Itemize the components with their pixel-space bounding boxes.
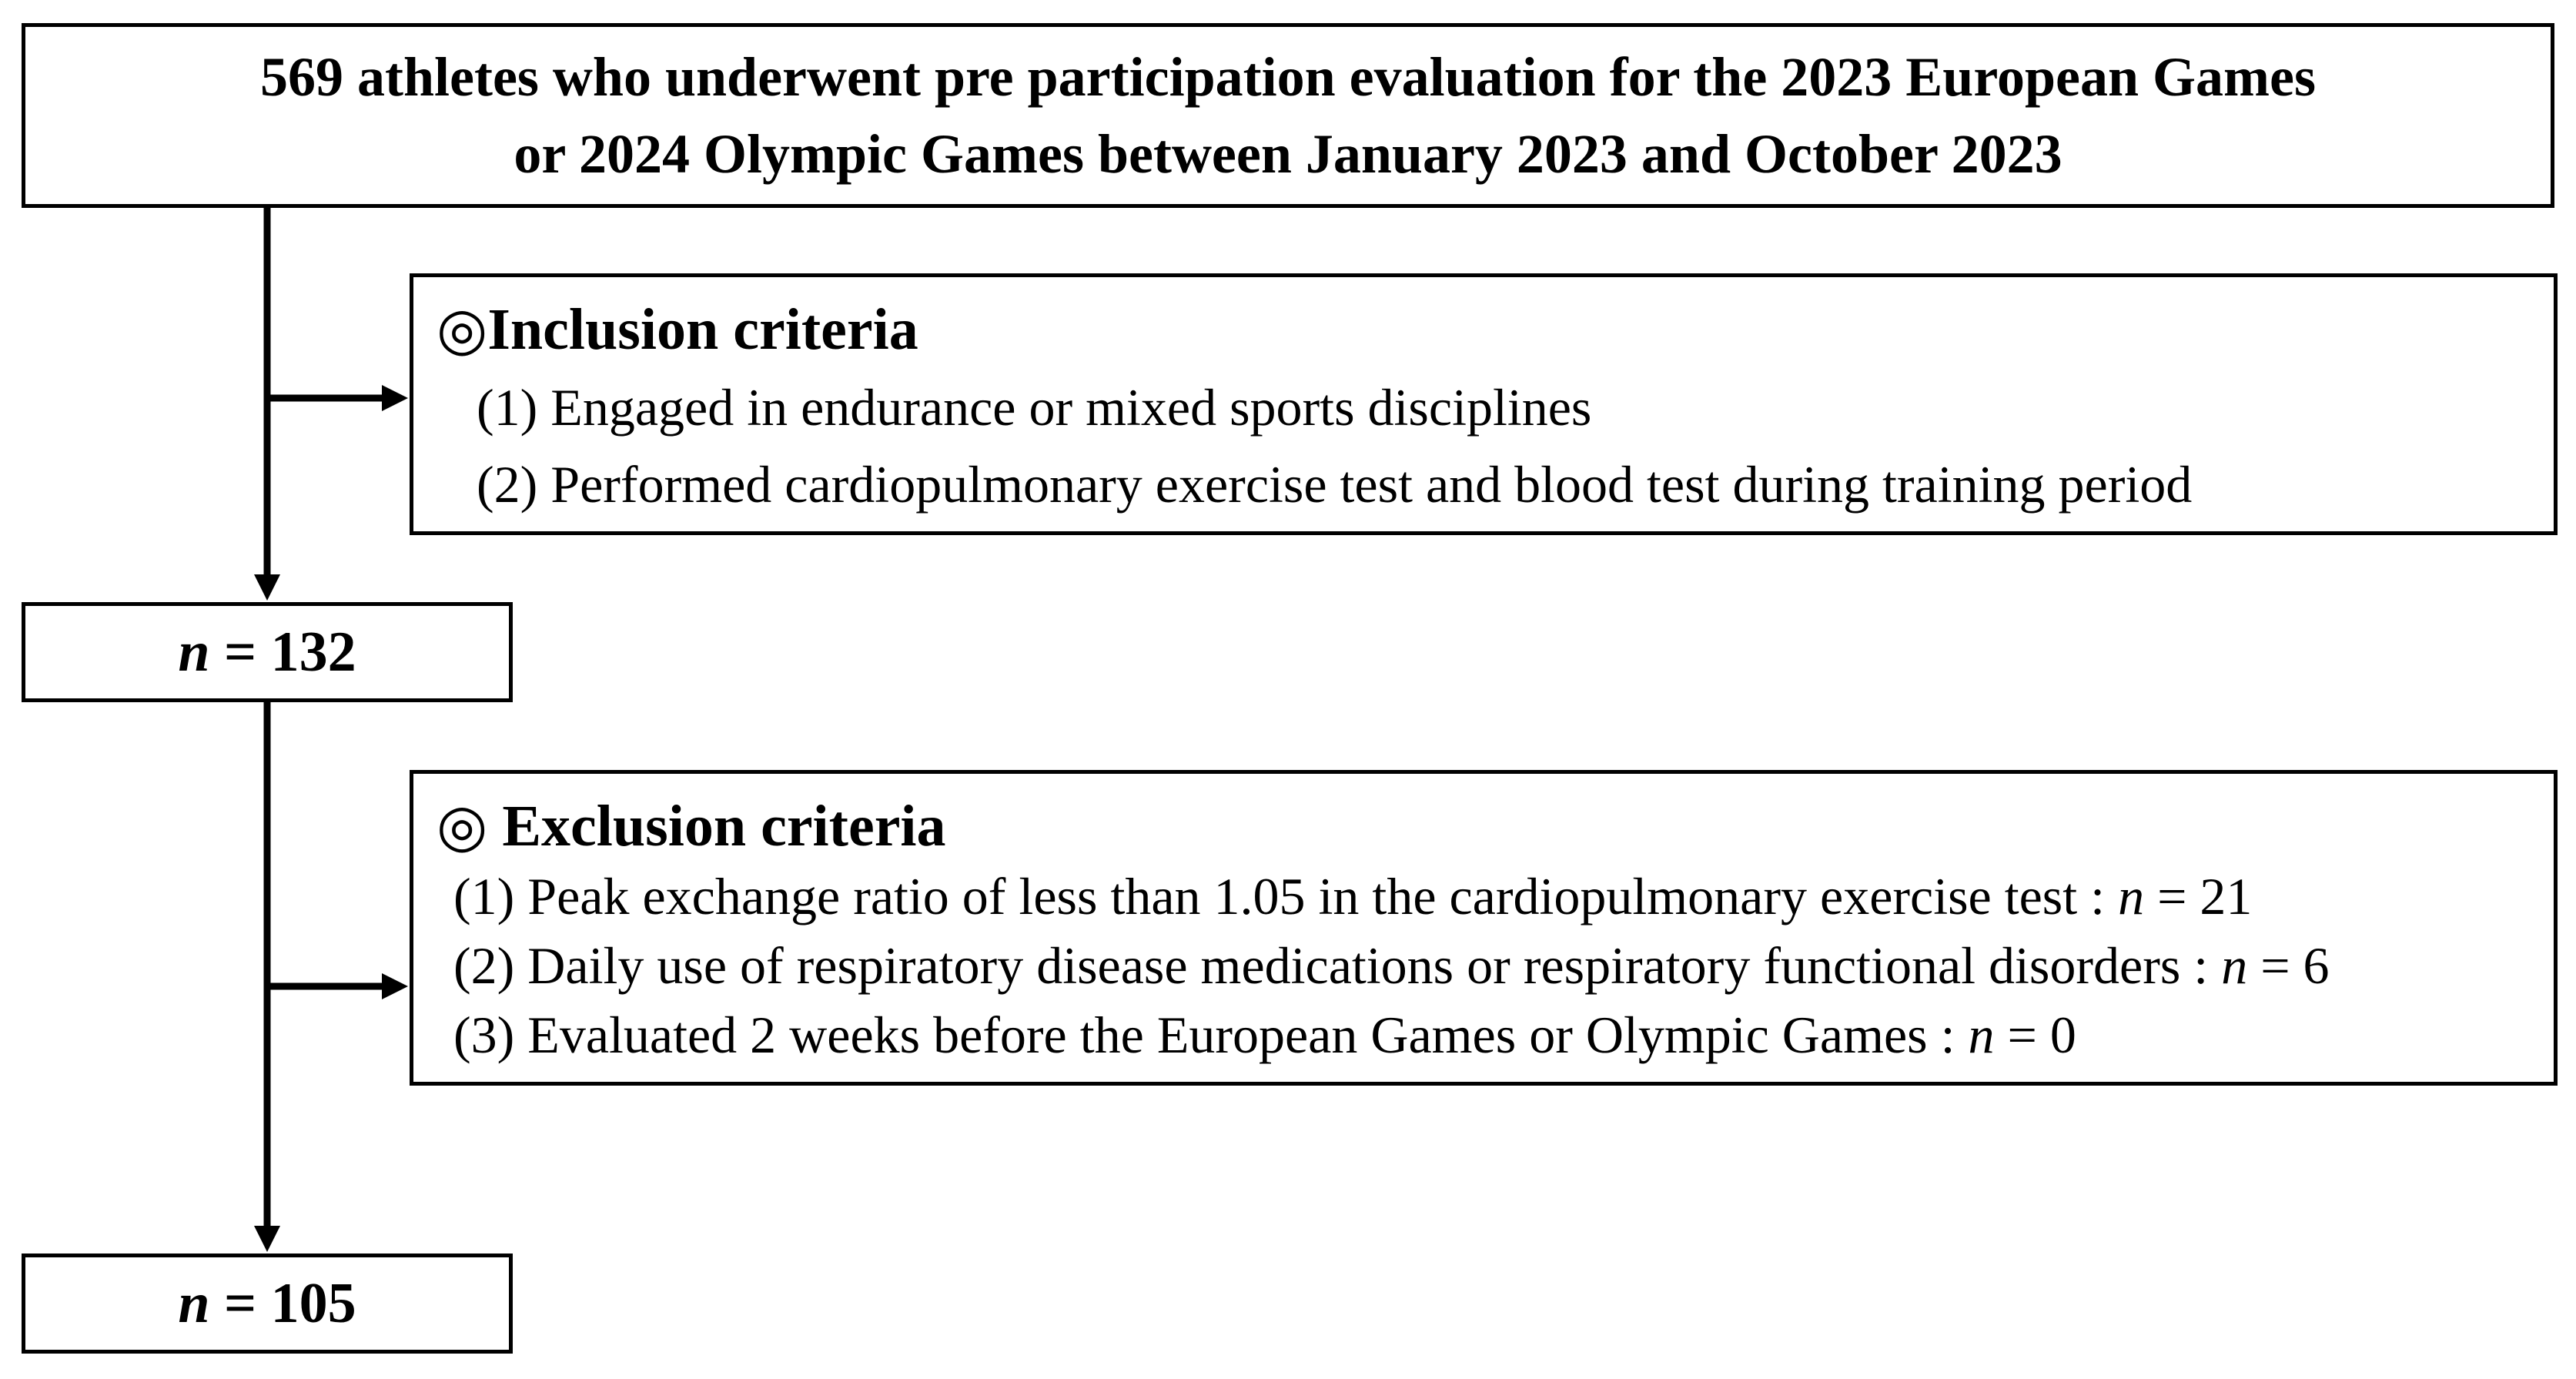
arrowhead-to-n105 bbox=[254, 1226, 280, 1252]
final-count-value: = 105 bbox=[209, 1271, 356, 1335]
exclusion-item-1-variable: n bbox=[2118, 867, 2145, 925]
count-after-inclusion bbox=[178, 620, 356, 685]
inclusion-criteria-heading: ◎Inclusion criteria bbox=[437, 297, 918, 362]
final-count bbox=[178, 1271, 356, 1337]
arrowhead-to-exclusion bbox=[382, 973, 408, 999]
exclusion-item-2-variable: n bbox=[2221, 936, 2248, 995]
exclusion-item-2-text: (2) Daily use of respiratory disease medications or respiratory functional disorders : bbox=[453, 936, 2222, 995]
exclusion-item-3-variable: n bbox=[1968, 1006, 1995, 1064]
exclusion-item-2 bbox=[453, 936, 2330, 996]
exclusion-item-1-text: (1) Peak exchange ratio of less than 1.05 in the cardiopulmonary exercise test : bbox=[453, 867, 2119, 925]
exclusion-criteria-heading: ◎ Exclusion criteria bbox=[437, 794, 946, 859]
arrowhead-to-n132 bbox=[254, 574, 280, 601]
exclusion-criteria-box bbox=[410, 770, 2558, 1086]
exclusion-item-2-value: = 6 bbox=[2247, 936, 2330, 995]
source-population-line-1: 569 athletes who underwent pre participation evaluation for the 2023 European Games bbox=[259, 46, 2316, 108]
count-variable: n bbox=[178, 620, 210, 684]
inclusion-criteria-box bbox=[410, 273, 2558, 535]
exclusion-item-3-value: = 0 bbox=[1994, 1006, 2076, 1064]
final-count-box bbox=[22, 1253, 513, 1354]
final-count-variable: n bbox=[178, 1271, 210, 1335]
arrowhead-to-inclusion bbox=[382, 385, 408, 411]
exclusion-item-3 bbox=[453, 1005, 2076, 1066]
exclusion-item-1-value: = 21 bbox=[2144, 867, 2253, 925]
inclusion-item-2: (2) Performed cardiopulmonary exercise test and blood test during training period bbox=[477, 455, 2193, 514]
count-after-inclusion-box bbox=[22, 602, 513, 702]
source-population-box bbox=[22, 23, 2554, 208]
inclusion-item-1: (1) Engaged in endurance or mixed sports disciplines bbox=[477, 378, 1592, 437]
count-value: = 132 bbox=[209, 620, 356, 684]
source-population-line-2: or 2024 Olympic Games between January 2023 and October 2023 bbox=[514, 123, 2062, 185]
exclusion-item-1 bbox=[453, 866, 2252, 927]
exclusion-item-3-text: (3) Evaluated 2 weeks before the European Games or Olympic Games : bbox=[453, 1006, 1969, 1064]
